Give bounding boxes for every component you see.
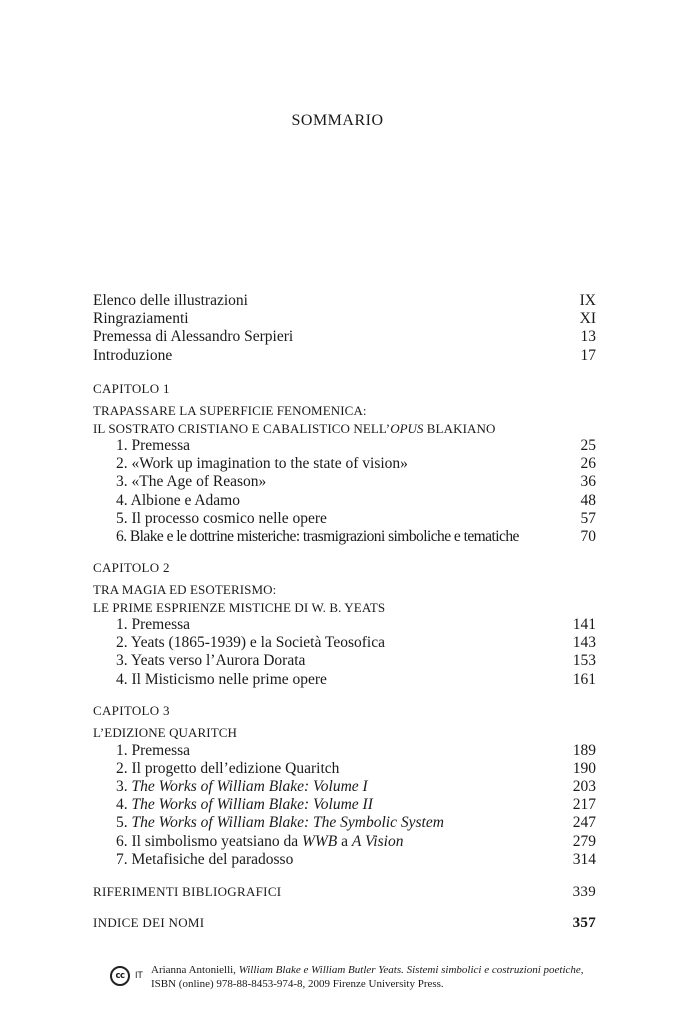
toc-entry[interactable]: [93, 778, 596, 796]
toc-entry-label: 7. Metafisiche del paradosso: [116, 850, 294, 868]
toc-entry-page: 17: [580, 346, 596, 364]
chapter-title-italic: OPUS: [390, 420, 424, 436]
toc-entry-label: Elenco delle illustrazioni: [93, 292, 248, 309]
toc-entry-label: [116, 814, 444, 832]
toc-entry-label: INDICE DEI NOMI: [93, 915, 205, 930]
toc-entry-label: 2. Il progetto dell’edizione Quaritch: [116, 759, 340, 777]
toc-entry[interactable]: [93, 814, 596, 832]
back-matter-bibliografia: [93, 883, 596, 901]
creative-commons-icon: cc: [110, 966, 130, 986]
toc-entry[interactable]: [93, 742, 596, 760]
toc-entry-page: 217: [572, 796, 596, 814]
toc-entry-illustrazioni[interactable]: [93, 292, 596, 310]
toc-entry[interactable]: [93, 528, 596, 546]
toc-entry-page: 357: [572, 915, 596, 931]
toc-entry-prefix: 3.: [116, 777, 132, 795]
toc-entry-page: XI: [579, 310, 596, 328]
toc-entry-label: 1. Premessa: [116, 616, 191, 633]
front-matter-list: [93, 292, 596, 365]
chapter-title: [93, 420, 596, 438]
toc-entry-page: 279: [572, 832, 596, 850]
toc-entry-label: Ringraziamenti: [93, 310, 189, 328]
toc-entry-page: 143: [572, 634, 596, 652]
toc-entry-label: 3. Yeats verso l’Aurora Dorata: [116, 652, 306, 670]
chapter-title: TRAPASSARE LA SUPERFICIE FENOMENICA:: [93, 403, 367, 418]
toc-entry[interactable]: [93, 851, 596, 869]
toc-entry-label: Introduzione: [93, 346, 173, 364]
toc-entry-label: [116, 833, 403, 851]
toc-entry-prefix: 6. Il simbolismo yeatsiano da: [116, 832, 302, 850]
toc-entry-page: 25: [580, 437, 596, 454]
toc-entry-label: [116, 796, 373, 814]
toc-entry-page: 161: [572, 670, 596, 688]
toc-entry-label: 2. «Work up imagination to the state of vision»: [116, 455, 408, 473]
chapter-title: LE PRIME ESPRIENZE MISTICHE DI W. B. YEATS: [93, 599, 386, 615]
chapter-title: TRA MAGIA ED ESOTERISMO:: [93, 582, 277, 597]
chapter-1: [93, 380, 596, 546]
toc-entry-page: 247: [572, 814, 596, 832]
toc-entry-middle: a: [337, 832, 352, 850]
toc-entry-page: 26: [580, 455, 596, 473]
toc-entry-page: 339: [572, 884, 596, 900]
toc-entry-ringraziamenti[interactable]: [93, 310, 596, 328]
toc-entry-page: 314: [572, 850, 596, 868]
toc-entry[interactable]: [93, 510, 596, 528]
toc-entry-italic: WWB: [301, 832, 338, 850]
toc-entry[interactable]: [93, 914, 596, 932]
citation-publication: , ISBN (online) 978-88-8453-974-8, 2009 Firenze University Press.: [151, 964, 584, 990]
citation: [151, 963, 591, 991]
toc-entry[interactable]: [93, 437, 596, 455]
toc-entry[interactable]: [93, 833, 596, 851]
chapter-3: [93, 702, 596, 869]
toc-entry[interactable]: [93, 455, 596, 473]
toc-entry-page: 57: [580, 509, 596, 527]
toc-entry-label: 1. Premessa: [116, 437, 191, 454]
toc-entry[interactable]: [93, 671, 596, 689]
toc-entry-page: 190: [572, 759, 596, 777]
back-matter-indice: [93, 914, 596, 932]
toc-entry-prefix: 5.: [116, 814, 132, 832]
chapter-2: [93, 559, 596, 689]
toc-entry-page: 189: [572, 741, 596, 759]
toc-entry[interactable]: [93, 473, 596, 491]
toc-entry-italic: The Works of William Blake: Volume I: [131, 777, 368, 795]
toc-entry[interactable]: [93, 760, 596, 778]
toc-entry-italic: A Vision: [351, 832, 404, 850]
toc-entry-page: 153: [572, 652, 596, 670]
chapter-title: L’EDIZIONE QUARITCH: [93, 725, 238, 740]
toc-entry-page: 70: [580, 528, 596, 546]
toc-entry[interactable]: [93, 616, 596, 634]
toc-entry-label: 1. Premessa: [116, 741, 191, 759]
citation-author: Arianna Antonielli,: [151, 964, 239, 976]
license-language: IT: [135, 971, 143, 981]
toc-entry-page: 36: [580, 473, 596, 491]
toc-entry[interactable]: [93, 492, 596, 510]
toc-entry-page: 13: [580, 328, 596, 346]
citation-title: William Blake e William Butler Yeats. Sistemi simbolici e costruzioni poetiche: [238, 964, 581, 976]
chapter-heading: CAPITOLO 2: [93, 560, 170, 575]
toc-entry-page: 141: [572, 616, 596, 633]
toc-entry-label: 4. Albione e Adamo: [116, 491, 240, 509]
chapter-title-part: BLAKIANO: [423, 420, 496, 436]
page-title: SOMMARIO: [291, 112, 384, 129]
toc-entry-italic: The Works of William Blake: The Symbolic System: [131, 814, 444, 832]
toc-entry[interactable]: [93, 652, 596, 670]
toc-entry-label: 5. Il processo cosmico nelle opere: [116, 509, 327, 527]
toc-entry-label: 2. Yeats (1865-1939) e la Società Teosofica: [116, 634, 385, 652]
toc-entry-page: 48: [580, 491, 596, 509]
toc-entry-page: 203: [572, 777, 596, 795]
toc-entry-page: IX: [579, 292, 596, 309]
toc-entry-label: [116, 778, 368, 796]
toc-entry-label: Premessa di Alessandro Serpieri: [93, 328, 294, 346]
toc-entry-label: RIFERIMENTI BIBLIOGRAFICI: [93, 884, 282, 899]
chapter-heading: CAPITOLO 1: [93, 381, 170, 396]
toc-entry-label: 4. Il Misticismo nelle prime opere: [116, 670, 327, 688]
toc-entry[interactable]: [93, 796, 596, 814]
toc-entry[interactable]: [93, 883, 596, 901]
toc-entry-introduzione[interactable]: [93, 347, 596, 365]
toc-entry-label: 3. «The Age of Reason»: [116, 473, 267, 491]
toc-entry-italic: The Works of William Blake: Volume II: [131, 796, 373, 814]
chapter-heading: CAPITOLO 3: [93, 703, 170, 718]
toc-entry-prefix: 4.: [116, 796, 132, 814]
toc-entry[interactable]: [93, 634, 596, 652]
toc-entry-premessa[interactable]: [93, 328, 596, 346]
chapter-title-part: IL SOSTRATO CRISTIANO E CABALISTICO NELL’: [93, 420, 391, 436]
toc-entry-label: 6. Blake e le dottrine misteriche: trasmigrazioni simboliche e tematiche: [116, 528, 519, 546]
